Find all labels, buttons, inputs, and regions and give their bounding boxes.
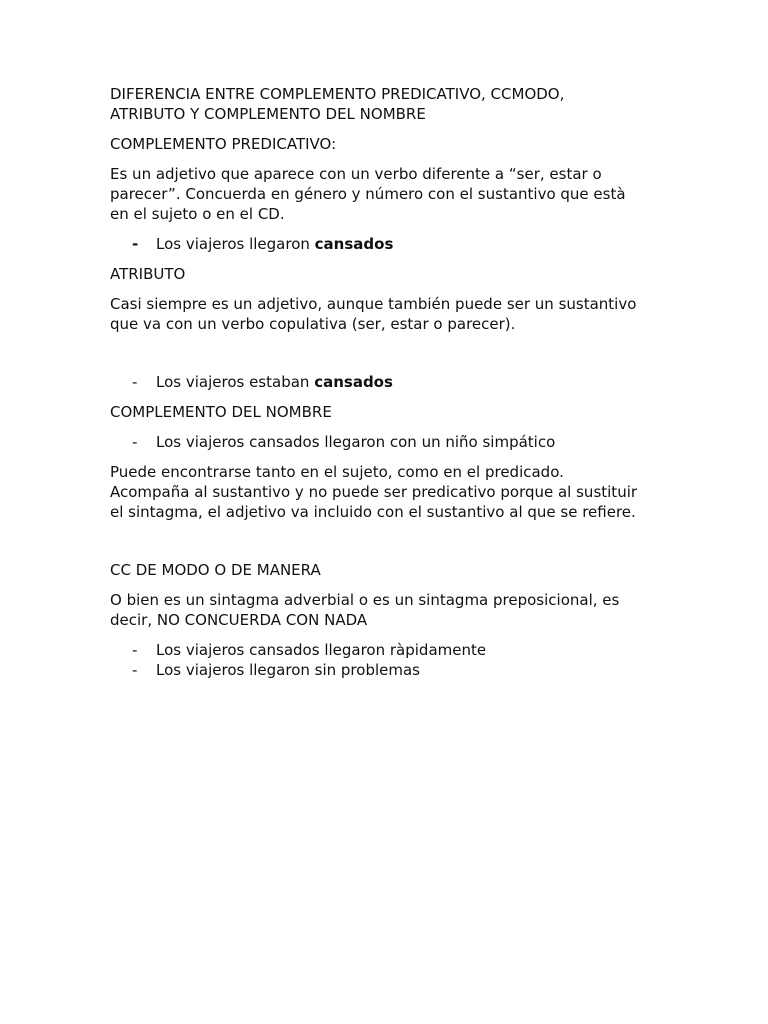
paragraph-line: el sintagma, el adjetivo va incluido con el sustantivo al que se refiere. (110, 503, 636, 521)
document-title (110, 84, 670, 124)
paragraph-line: Acompaña al sustantivo y no puede ser predicativo porque al sustituir (110, 483, 638, 501)
list-item (110, 660, 670, 680)
ccm-example-list (110, 640, 670, 680)
paragraph-line: en el sujeto o en el CD. (110, 205, 285, 223)
example-bold-word: cansados (314, 373, 393, 391)
dash-bullet: - (132, 373, 138, 391)
cp-heading: COMPLEMENTO PREDICATIVO: (110, 135, 337, 153)
list-item (110, 640, 670, 660)
title-line: DIFERENCIA ENTRE COMPLEMENTO PREDICATIVO, CCMODO, (110, 85, 565, 103)
ccm-paragraph (110, 590, 670, 630)
title-line: ATRIBUTO Y COMPLEMENTO DEL NOMBRE (110, 105, 426, 123)
paragraph-line: decir, NO CONCUERDA CON NADA (110, 611, 368, 629)
atr-paragraph (110, 294, 670, 334)
cp-example-list (110, 234, 670, 254)
document-page (110, 84, 670, 690)
cp-paragraph (110, 164, 670, 224)
cn-heading: COMPLEMENTO DEL NOMBRE (110, 403, 332, 421)
paragraph-line: Es un adjetivo que aparece con un verbo diferente a “ser, estar o (110, 165, 602, 183)
paragraph-line: Casi siempre es un adjetivo, aunque también puede ser un sustantivo (110, 295, 637, 313)
cn-example-list (110, 432, 670, 452)
list-item (110, 372, 670, 392)
paragraph-line: O bien es un sintagma adverbial o es un sintagma preposicional, es (110, 591, 620, 609)
blank-line (110, 532, 670, 560)
list-item (110, 234, 670, 254)
example-text: Los viajeros cansados llegaron con un niño simpático (156, 433, 556, 451)
example-text: Los viajeros llegaron sin problemas (156, 661, 420, 679)
paragraph-line: que va con un verbo copulativa (ser, estar o parecer). (110, 315, 516, 333)
paragraph-line: Puede encontrarse tanto en el sujeto, como en el predicado. (110, 463, 564, 481)
dash-bullet: - (132, 235, 139, 253)
ccm-heading: CC DE MODO O DE MANERA (110, 561, 321, 579)
dash-bullet: - (132, 661, 138, 679)
example-text: Los viajeros cansados llegaron ràpidamente (156, 641, 487, 659)
list-item (110, 432, 670, 452)
atr-example-list (110, 372, 670, 392)
example-bold-word: cansados (314, 235, 394, 253)
dash-bullet: - (132, 433, 138, 451)
blank-line (110, 344, 670, 372)
example-text: Los viajeros estaban (156, 373, 315, 391)
dash-bullet: - (132, 641, 138, 659)
cn-paragraph (110, 462, 670, 522)
paragraph-line: parecer”. Concuerda en género y número con el sustantivo que està (110, 185, 626, 203)
atr-heading: ATRIBUTO (110, 265, 186, 283)
example-text: Los viajeros llegaron (156, 235, 315, 253)
